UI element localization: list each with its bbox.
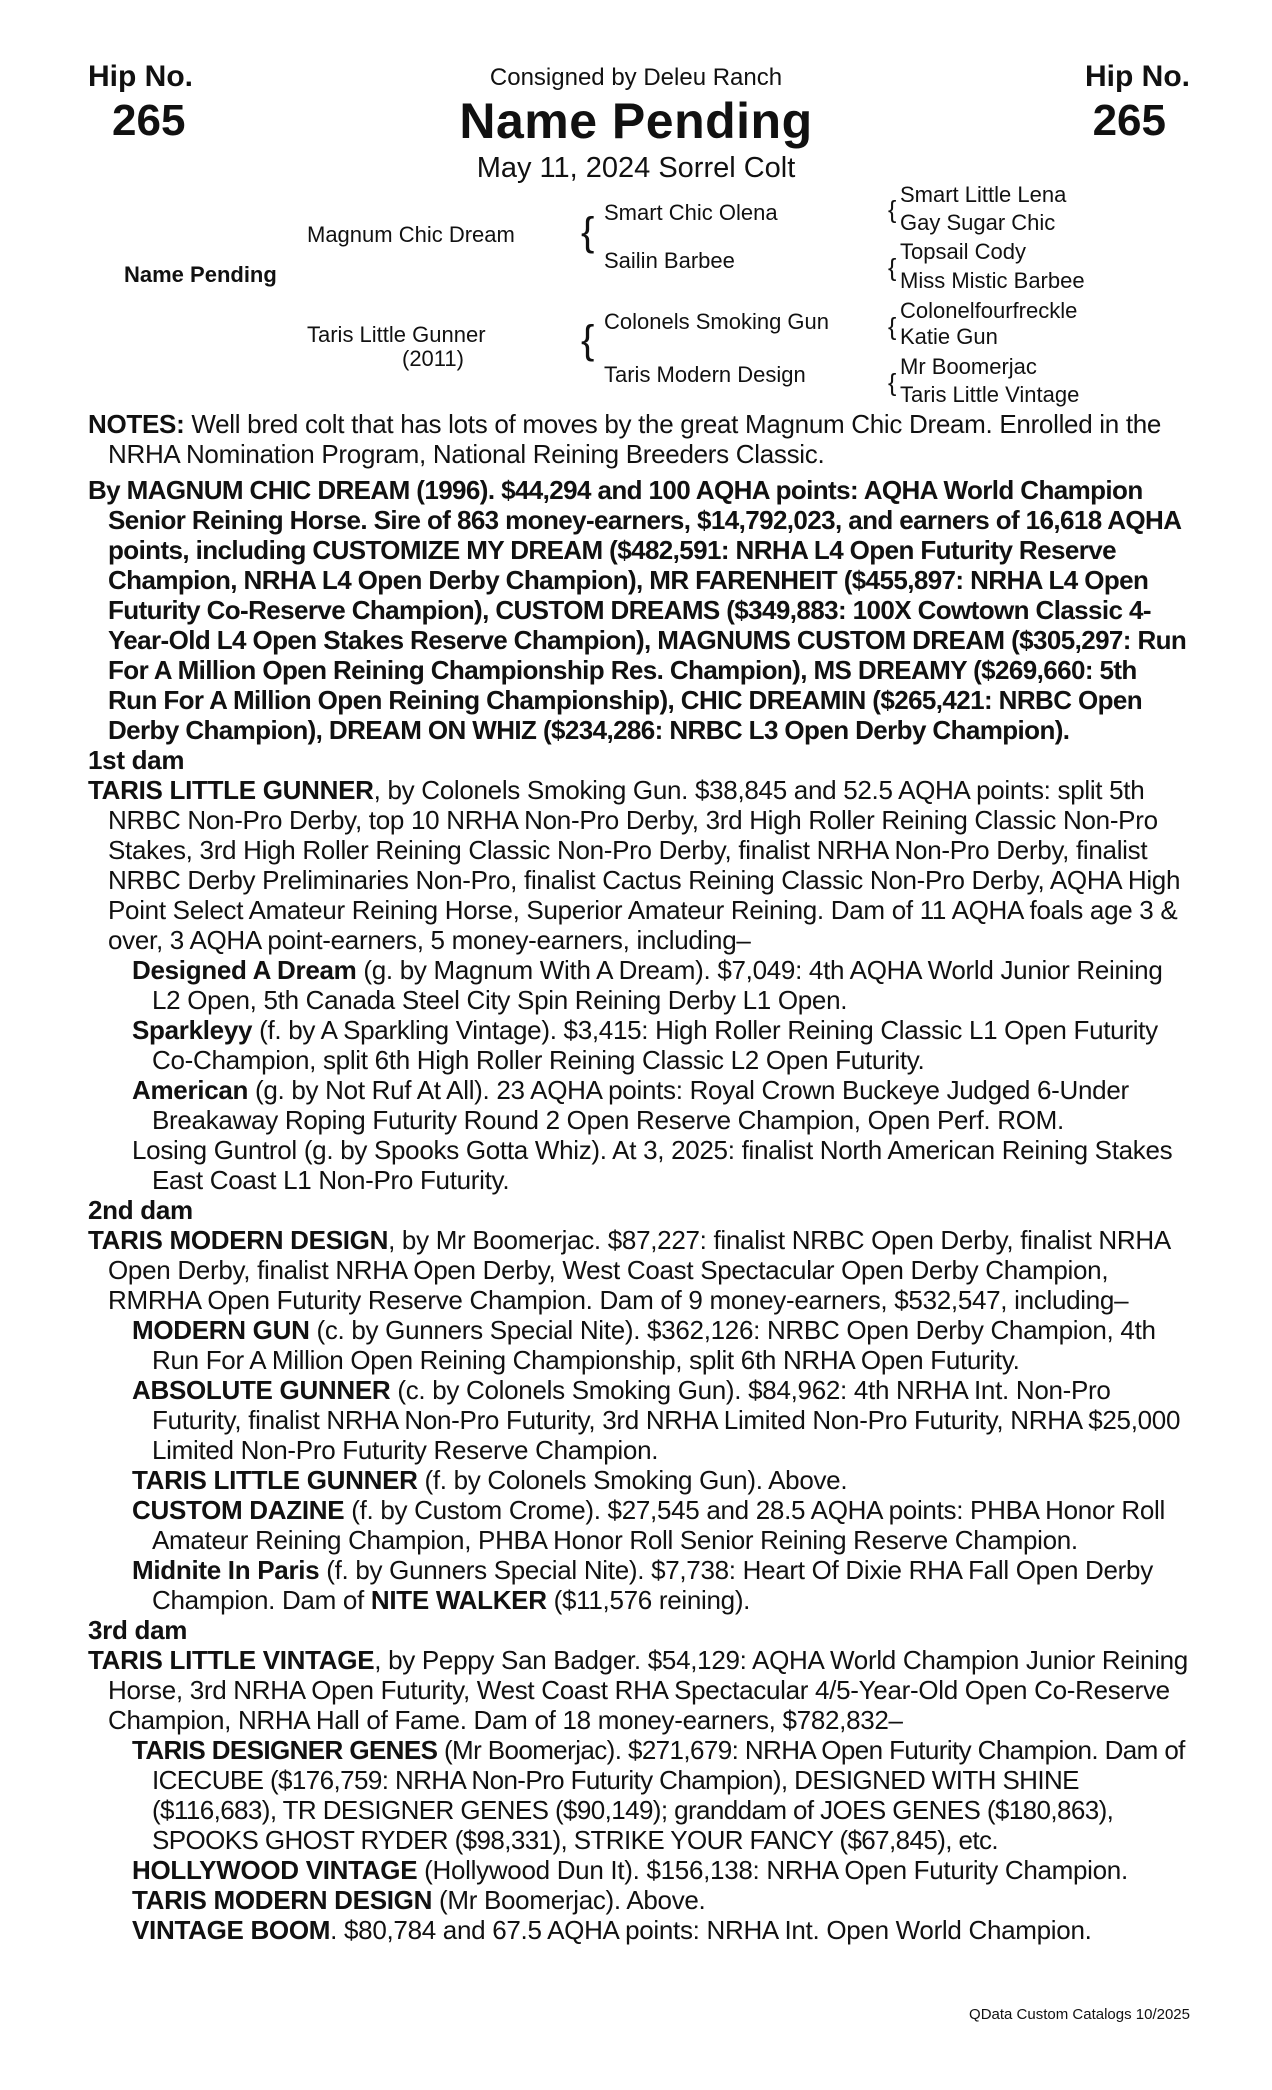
dam3-produce-2-name: HOLLYWOOD VINTAGE: [132, 1855, 418, 1885]
pedigree-g2: Gay Sugar Chic: [900, 210, 1056, 235]
dam2-produce-4-name: CUSTOM DAZINE: [132, 1495, 345, 1525]
hip-number-left: 265: [112, 96, 186, 145]
hip-number-right: 265: [1092, 96, 1166, 145]
pedigree-g4: Miss Mistic Barbee: [900, 268, 1085, 293]
dam1-produce-2-text: (f. by A Sparkling Vintage). $3,415: High Roller Reining Classic L1 Open Futurity Co-Champion, split 6th High Roller Reining Classic L2 Open Futurity.: [152, 1015, 1158, 1075]
dam1-produce-1: [88, 955, 1188, 1015]
dam1-produce-2: [88, 1015, 1188, 1075]
consignor: Consigned by Deleu Ranch: [489, 64, 783, 91]
dam1-produce-4-text: Losing Guntrol (g. by Spooks Gotta Whiz). At 3, 2025: finalist North American Reining Stakes East Coast L1 Non-Pro Futurity.: [132, 1135, 1173, 1195]
pedigree-brace-g56: {: [888, 313, 897, 341]
dam3-produce-4-name: VINTAGE BOOM: [132, 1915, 331, 1945]
pedigree-sire: Magnum Chic Dream: [307, 222, 515, 247]
dam2-produce-3: [88, 1465, 1188, 1495]
dam2-produce-4-text: (f. by Custom Crome). $27,545 and 28.5 AQHA points: PHBA Honor Roll Amateur Reining Champion, PHBA Honor Roll Senior Reining Reserve Champion.: [152, 1495, 1165, 1555]
hip-label-right: Hip No.: [1085, 60, 1190, 93]
pedigree-sire-dam: Sailin Barbee: [604, 248, 735, 273]
dam2-paragraph: [88, 1225, 1188, 1315]
pedigree-dam-year: (2011): [402, 346, 464, 371]
dam3-produce-2: [88, 1855, 1188, 1885]
dam2-heading: 2nd dam: [88, 1195, 193, 1225]
dam1-produce-3: [88, 1075, 1188, 1135]
pedigree-g7: Mr Boomerjac: [900, 354, 1037, 379]
dam3-produce-4-text: . $80,784 and 67.5 AQHA points: NRHA Int. Open World Champion.: [330, 1915, 1092, 1945]
dam3-produce-3-name: TARIS MODERN DESIGN: [132, 1885, 433, 1915]
dam3-produce-3: [88, 1885, 1188, 1915]
sire-paragraph: By MAGNUM CHIC DREAM (1996). $44,294 and 100 AQHA points: AQHA World Champion Senior Reining Horse. Sire of 863 money-earners, $14,792,023, and earners of 16,618 AQHA points, including CUSTOMIZE MY DREAM ($482,591: NRHA L4 Open Futurity Reserve Champion, NRHA L4 Open Derby Champion), MR FARENHEIT ($455,897: NRHA L4 Open Futurity Co-Reserve Champion), CUSTOM DREAMS ($349,883: 100X Cowtown Classic 4-Year-Old L4 Open Stakes Reserve Champion), MAGNUMS CUSTOM DREAM ($305,297: Run For A Million Open Reining Championship Res. Champion), MS DREAMY ($269,660: 5th Run For A Million Open Reining Championship), CHIC DREAMIN ($265,421: NRBC Open Derby Champion), DREAM ON WHIZ ($234,286: NRBC L3 Open Derby Champion).: [88, 475, 1187, 745]
pedigree-sire-sire: Smart Chic Olena: [604, 200, 778, 225]
pedigree-dam: Taris Little Gunner: [307, 322, 486, 347]
dam1-paragraph: [88, 775, 1188, 955]
dam2-produce-3-name: TARIS LITTLE GUNNER: [132, 1465, 418, 1495]
dam2-produce-5-text: (f. by Gunners Special Nite). $7,738: Heart Of Dixie RHA Fall Open Derby Champion. Dam of: [152, 1555, 1153, 1615]
dam2-produce-1-text: (c. by Gunners Special Nite). $362,126: NRBC Open Derby Champion, 4th Run For A Million Open Reining Championship, split 6th NRHA Open Futurity.: [152, 1315, 1156, 1375]
dam2-produce-5-offspring-text: ($11,576 reining).: [546, 1585, 751, 1615]
dam3-name: TARIS LITTLE VINTAGE: [88, 1645, 375, 1675]
pedigree-brace-dam: {: [581, 318, 595, 362]
pedigree-brace-g12: {: [888, 196, 897, 224]
dam2-produce-1: [88, 1315, 1188, 1375]
dam2-produce-5-offspring: NITE WALKER: [370, 1585, 547, 1615]
dam1-text: , by Colonels Smoking Gun. $38,845 and 52.5 AQHA points: split 5th NRBC Non-Pro Derby, top 10 NRHA Non-Pro Derby, 3rd High Roller Reining Classic Non-Pro Stakes, 3rd High Roller Reining Classic Non-Pro Derby, finalist NRHA Non-Pro Derby, finalist NRBC Derby Preliminaries Non-Pro, finalist Cactus Reining Classic Non-Pro Derby, AQHA High Point Select Amateur Reining Horse, Superior Amateur Reining. Dam of 11 AQHA foals age 3 & over, 3 AQHA point-earners, 5 money-earners, including–: [108, 775, 1181, 955]
dam2-produce-5: [88, 1555, 1188, 1615]
dam1-produce-3-name: American: [132, 1075, 249, 1105]
hip-label-left: Hip No.: [88, 60, 193, 93]
dam3-produce-4: [88, 1915, 1188, 1945]
pedigree-brace-g78: {: [888, 369, 897, 397]
pedigree-brace-sire: {: [581, 210, 595, 254]
notes-paragraph: [88, 409, 1188, 469]
dam3-produce-1-name: TARIS DESIGNER GENES: [132, 1735, 438, 1765]
dam3-heading: 3rd dam: [88, 1615, 188, 1645]
pedigree-g5: Colonelfourfreckle: [900, 298, 1078, 323]
pedigree-g8: Taris Little Vintage: [900, 382, 1080, 407]
dam3-produce-1-text: (Mr Boomerjac). $271,679: NRHA Open Futurity Champion. Dam of ICECUBE ($176,759: NRHA Non-Pro Futurity Champion), DESIGNED WITH SHINE ($116,683), TR DESIGNER GENES ($90,149); granddam of JOES GENES ($180,863), SPOOKS GHOST RYDER ($98,331), STRIKE YOUR FANCY ($67,845), etc.: [152, 1735, 1185, 1855]
pedigree-dam-sire: Colonels Smoking Gun: [604, 309, 830, 334]
dam1-heading: 1st dam: [88, 745, 185, 775]
dam2-produce-2-text: (c. by Colonels Smoking Gun). $84,962: 4th NRHA Int. Non-Pro Futurity, finalist NRHA Non-Pro Futurity, 3rd NRHA Limited Non-Pro Futurity, NRHA $25,000 Limited Non-Pro Futurity Reserve Champion.: [152, 1375, 1181, 1465]
dam2-produce-5-name: Midnite In Paris: [132, 1555, 320, 1585]
dam1-produce-2-name: Sparkleyy: [132, 1015, 253, 1045]
dam1-produce-3-text: (g. by Not Ruf At All). 23 AQHA points: Royal Crown Buckeye Judged 6-Under Breakaway Roping Futurity Round 2 Open Reserve Champion, Open Perf. ROM.: [152, 1075, 1129, 1135]
pedigree-brace-g34: {: [888, 254, 897, 282]
pedigree-g3: Topsail Cody: [900, 239, 1026, 264]
dam3-produce-3-text: (Mr Boomerjac). Above.: [432, 1885, 706, 1915]
dam3-produce-2-text: (Hollywood Dun It). $156,138: NRHA Open Futurity Champion.: [417, 1855, 1128, 1885]
dam3-text: , by Peppy San Badger. $54,129: AQHA World Champion Junior Reining Horse, 3rd NRHA Open Futurity, West Coast RHA Spectacular 4/5-Year-Old Open Co-Reserve Champion, NRHA Hall of Fame. Dam of 18 money-earners, $782,832–: [108, 1645, 1188, 1735]
horse-description: May 11, 2024 Sorrel Colt: [476, 152, 796, 184]
dam1-name: TARIS LITTLE GUNNER: [88, 775, 374, 805]
notes-label: NOTES:: [88, 409, 185, 439]
dam2-produce-4: [88, 1495, 1188, 1555]
pedigree-subject: Name Pending: [124, 262, 277, 287]
pedigree-dam-dam: Taris Modern Design: [604, 362, 806, 387]
dam2-name: TARIS MODERN DESIGN: [88, 1225, 389, 1255]
dam2-produce-3-text: (f. by Colonels Smoking Gun). Above.: [417, 1465, 848, 1495]
dam1-produce-1-text: (g. by Magnum With A Dream). $7,049: 4th AQHA World Junior Reining L2 Open, 5th Canada Steel City Spin Reining Derby L1 Open.: [152, 955, 1163, 1015]
pedigree-g6: Katie Gun: [900, 324, 998, 349]
dam2-produce-2: [88, 1375, 1188, 1465]
notes-text: Well bred colt that has lots of moves by the great Magnum Chic Dream. Enrolled in the NRHA Nomination Program, National Reining Breeders Classic.: [108, 409, 1162, 469]
horse-name: Name Pending: [459, 93, 813, 149]
dam2-text: , by Mr Boomerjac. $87,227: finalist NRBC Open Derby, finalist NRHA Open Derby, finalist NRHA Open Derby, West Coast Spectacular Open Derby Champion, RMRHA Open Futurity Reserve Champion. Dam of 9 money-earners, $532,547, including–: [108, 1225, 1170, 1315]
catalog-body: [88, 409, 1188, 1945]
footer-credit: QData Custom Catalogs 10/2025: [969, 2006, 1190, 2023]
dam2-produce-1-name: MODERN GUN: [132, 1315, 310, 1345]
pedigree-g1: Smart Little Lena: [900, 182, 1067, 207]
dam3-paragraph: [88, 1645, 1188, 1735]
dam2-produce-2-name: ABSOLUTE GUNNER: [132, 1375, 391, 1405]
dam3-produce-1: [88, 1735, 1188, 1855]
dam1-produce-4: [88, 1135, 1188, 1195]
dam1-produce-1-name: Designed A Dream: [132, 955, 357, 985]
